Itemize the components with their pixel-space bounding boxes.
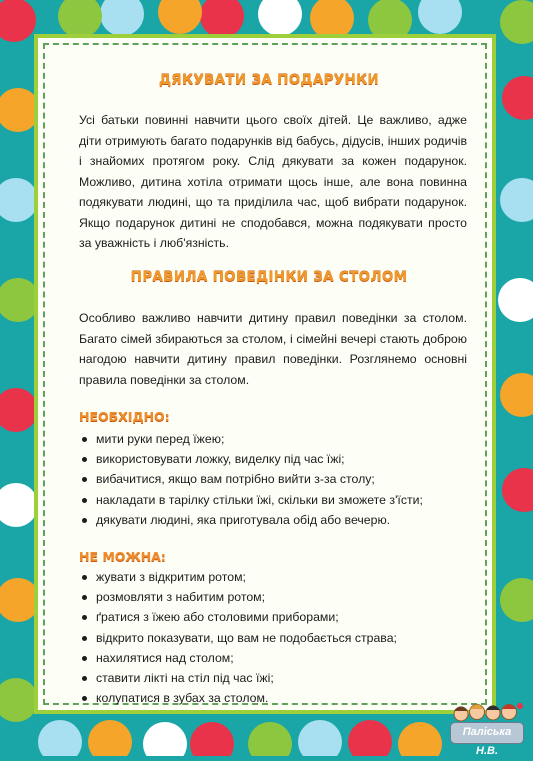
list-item-text: дякувати людині, яка приготувала обід або вечерю. <box>96 512 391 527</box>
list-item-text: нахилятися над столом; <box>96 650 234 665</box>
polka-dot <box>0 0 36 42</box>
must-heading: НЕОБХІДНО: <box>79 409 170 424</box>
mustnot-heading: НЕ МОЖНА: <box>79 549 166 564</box>
polka-dot <box>298 720 342 756</box>
polka-dot <box>143 722 187 756</box>
polka-dot <box>38 720 82 756</box>
list-item-text: ставити лікті на стіл під час їжі; <box>96 671 274 686</box>
bullet-icon <box>82 477 87 482</box>
bullet-icon <box>82 636 87 641</box>
mustnot-list <box>79 567 479 708</box>
list-item-text: відкрито показувати, що вам не подобається страва; <box>96 630 397 645</box>
list-item-text: жувати з відкритим ротом; <box>96 570 246 584</box>
bullet-icon <box>82 595 87 600</box>
polka-dot <box>502 76 533 120</box>
polka-dot <box>0 388 38 432</box>
polka-dot <box>348 720 392 756</box>
must-list <box>79 429 479 530</box>
polka-dot <box>502 468 533 512</box>
list-item-text: накладати в тарілку стільки їжі, скільки ви зможете з'їсти; <box>96 492 423 507</box>
list-item <box>79 490 479 510</box>
polka-dot <box>498 278 533 322</box>
polka-dot <box>500 373 533 417</box>
polka-dot <box>258 0 302 36</box>
polka-dot <box>158 0 202 34</box>
polka-dot <box>0 678 38 722</box>
section-title-table-rules: ПРАВИЛА ПОВЕДІНКИ ЗА СТОЛОМ <box>130 269 408 285</box>
polka-dot <box>248 722 292 756</box>
polka-dot <box>500 578 533 622</box>
list-item-text: використовувати ложку, виделку під час їжі; <box>96 452 345 467</box>
bullet-icon <box>82 498 87 503</box>
author-signature: Паліська Н.В. <box>450 722 524 744</box>
list-item-text: колупатися в зубах за столом. <box>96 691 269 706</box>
polka-dot <box>100 0 144 36</box>
list-item <box>79 510 479 530</box>
polka-dot <box>0 483 38 527</box>
list-item-text: мити руки перед їжею; <box>96 432 225 446</box>
list-item <box>79 469 479 489</box>
polka-dot <box>500 178 533 222</box>
section-text-table-rules: Особливо важливо навчити дитину правил поведінки за столом. Багато сімей збираються за столом, і сімейні вечері стають доброю нагодою навчити дитину правил поведінки. Розглянемо основні правила поведінки за столом. <box>79 311 467 387</box>
bullet-icon <box>82 575 87 580</box>
list-item <box>79 567 479 587</box>
bullet-icon <box>82 457 87 462</box>
polka-dot <box>190 722 234 756</box>
list-item-text: ґратися з їжею або столовими приборами; <box>96 610 339 625</box>
polka-dot <box>200 0 244 38</box>
list-item-text: розмовляти з набитим ротом; <box>96 590 266 605</box>
list-item <box>79 688 479 708</box>
polka-dot <box>418 0 462 34</box>
list-item-text: вибачитися, якщо вам потрібно вийти з-за столу; <box>96 472 375 487</box>
polka-dot <box>398 722 442 756</box>
author-logo <box>448 700 528 757</box>
polka-dot <box>500 0 533 44</box>
section-title-gifts: ДЯКУВАТИ ЗА ПОДАРУНКИ <box>158 72 380 88</box>
bullet-icon <box>82 437 87 442</box>
polka-dot <box>88 720 132 756</box>
polka-dot <box>58 0 102 38</box>
list-item <box>79 429 479 449</box>
bullet-icon <box>82 656 87 661</box>
list-item <box>79 628 479 648</box>
list-item <box>79 449 479 469</box>
list-item <box>79 607 479 627</box>
list-item <box>79 648 479 668</box>
children-faces-icon <box>452 700 524 724</box>
bullet-icon <box>82 676 87 681</box>
bullet-icon <box>82 518 87 523</box>
list-item <box>79 668 479 688</box>
list-item <box>79 587 479 607</box>
bullet-icon <box>82 615 87 620</box>
polka-dot <box>0 178 38 222</box>
content-card <box>34 34 496 714</box>
section-text-gifts: Усі батьки повинні навчити цього своїх дітей. Це важливо, адже діти отримують багато подарунків від бабусь, дідусів, інших родичів і знайомих протягом року. Слід дякувати за кожен подарунок. Можливо, дитина хотіла отримати щось інше, але вона повинна подякувати людині, що та приділила час, щоб вибрати подарунок. Якщо подарунок дитині не сподобався, можна подякувати просто за уважність і люб'язність. <box>79 113 467 250</box>
bullet-icon <box>82 696 87 701</box>
